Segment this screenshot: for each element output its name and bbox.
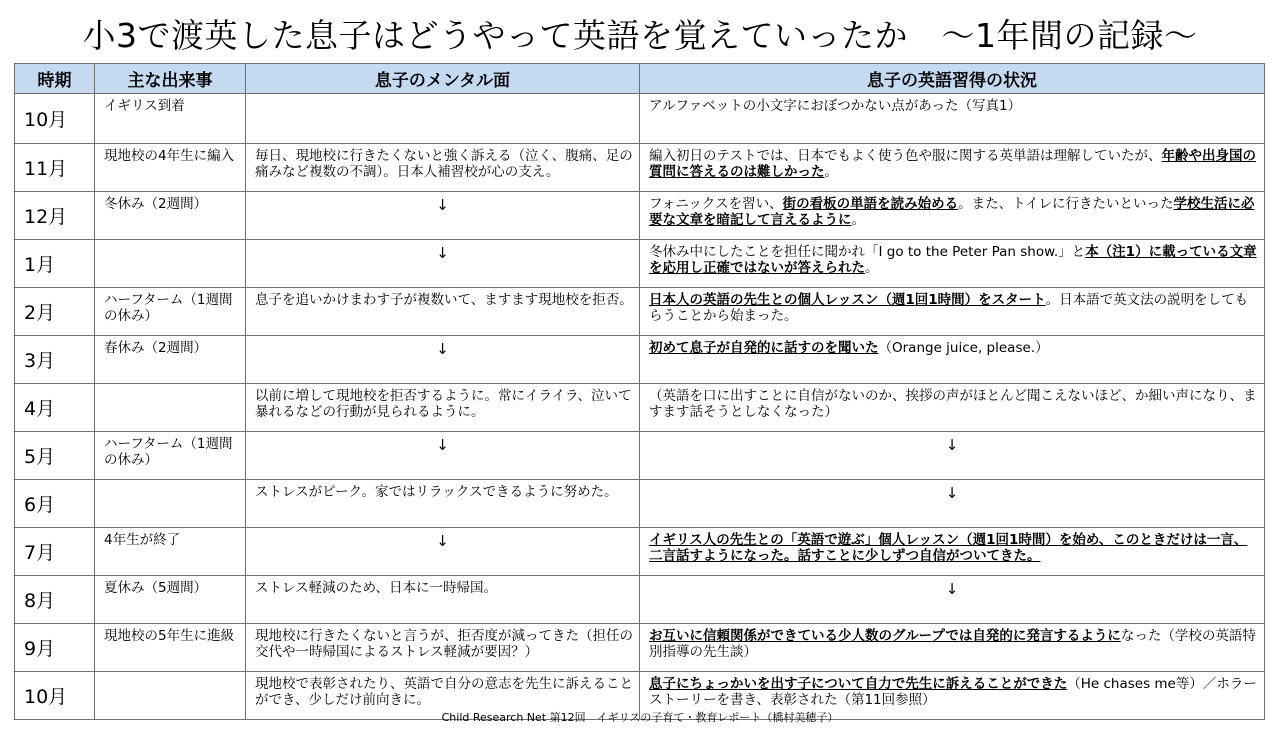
- column-header-events: 主な出来事: [95, 64, 246, 94]
- page-title: 小3で渡英した息子はどうやって英語を覚えていったか ～1年間の記録～: [82, 16, 1198, 55]
- month-cell: 9月: [15, 624, 95, 672]
- mental-cell: [246, 240, 640, 288]
- english-text: （Orange juice, please.）: [878, 340, 1049, 356]
- english-cell: [640, 94, 1265, 144]
- month-cell: 12月: [15, 192, 95, 240]
- table-row: [15, 480, 1265, 528]
- down-arrow-icon: ↓: [436, 436, 449, 454]
- english-cell: [640, 336, 1265, 384]
- event-cell: [95, 480, 246, 528]
- english-text: 。: [824, 164, 838, 180]
- event-cell: 冬休み（2週間）: [95, 192, 246, 240]
- mental-cell: [246, 432, 640, 480]
- table-row: [15, 384, 1265, 432]
- month-cell: 10月: [15, 94, 95, 144]
- english-highlight: 本（注1）に載っている文章を応用し正確ではないが答えられた: [649, 244, 1257, 276]
- event-cell: ハーフターム（1週間の休み）: [95, 432, 246, 480]
- down-arrow-icon: ↓: [945, 580, 959, 598]
- english-text: フォニックスを習い、: [649, 196, 783, 212]
- english-highlight: 日本人の英語の先生との個人レッスン（週1回1時間）をスタート: [649, 292, 1046, 308]
- event-cell: 現地校の5年生に進級: [95, 624, 246, 672]
- event-cell: 4年生が終了: [95, 528, 246, 576]
- month-cell: 5月: [15, 432, 95, 480]
- mental-cell: 現地校で表彰されたり、英語で自分の意志を先生に訴えることができ、少しだけ前向きに。: [246, 672, 640, 720]
- month-cell: 11月: [15, 144, 95, 192]
- english-cell: [640, 576, 1265, 624]
- month-cell: 7月: [15, 528, 95, 576]
- month-cell: 2月: [15, 288, 95, 336]
- mental-cell: ストレスがピーク。家ではリラックスできるように努めた。: [246, 480, 640, 528]
- table-row: [15, 336, 1265, 384]
- mental-cell: 現地校に行きたくないと言うが、拒否度が減ってきた（担任の交代や一時帰国によるストレス軽減が要因？）: [246, 624, 640, 672]
- table-row: [15, 432, 1265, 480]
- english-text: 。また、トイレに行きたいといった: [958, 196, 1174, 212]
- english-text: 。: [865, 260, 879, 276]
- column-header-english: 息子の英語習得の状況: [640, 64, 1265, 94]
- english-text: 冬休み中にしたことを担任に聞かれ「I go to the Peter Pan show.」と: [649, 244, 1086, 260]
- table-body: [15, 94, 1265, 720]
- english-highlight: 息子にちょっかいを出す子について自力で先生に訴えることができた: [649, 676, 1068, 692]
- english-cell: [640, 288, 1265, 336]
- english-cell: [640, 480, 1265, 528]
- english-cell: [640, 528, 1265, 576]
- footer-credit: Child Research Net 第12回 イギリスの子育て・教育レポート（橋村美穂子）: [441, 711, 839, 724]
- column-header-mental: 息子のメンタル面: [246, 64, 640, 94]
- english-text: なった（学校の英語特別指導の先生談）: [649, 628, 1256, 660]
- english-text: 。: [851, 212, 865, 228]
- mental-cell: [246, 528, 640, 576]
- mental-cell: [246, 192, 640, 240]
- month-cell: 1月: [15, 240, 95, 288]
- english-cell: [640, 624, 1265, 672]
- mental-cell: 以前に増して現地校を拒否するように。常にイライラ、泣いて暴れるなどの行動が見られるように。: [246, 384, 640, 432]
- down-arrow-icon: ↓: [945, 484, 959, 502]
- table-row: [15, 240, 1265, 288]
- event-cell: [95, 240, 246, 288]
- record-table: [14, 63, 1265, 720]
- table-row: [15, 288, 1265, 336]
- table-row: [15, 94, 1265, 144]
- down-arrow-icon: ↓: [945, 436, 959, 454]
- english-cell: [640, 240, 1265, 288]
- month-cell: 8月: [15, 576, 95, 624]
- english-cell: [640, 384, 1265, 432]
- event-cell: 春休み（2週間）: [95, 336, 246, 384]
- english-highlight: 学校生活に必要な文章を暗記して言えるように: [649, 196, 1255, 228]
- table-row: [15, 144, 1265, 192]
- table-row: [15, 528, 1265, 576]
- down-arrow-icon: ↓: [436, 532, 449, 550]
- english-cell: [640, 192, 1265, 240]
- english-highlight: 年齢や出身国の質問に答えるのは難しかった: [649, 148, 1256, 180]
- table-row: [15, 624, 1265, 672]
- event-cell: [95, 384, 246, 432]
- event-cell: ハーフターム（1週間の休み）: [95, 288, 246, 336]
- english-highlight: 初めて息子が自発的に話すのを聞いた: [649, 340, 879, 356]
- english-cell: [640, 432, 1265, 480]
- month-cell: 6月: [15, 480, 95, 528]
- month-cell: 10月: [15, 672, 95, 720]
- month-cell: 4月: [15, 384, 95, 432]
- english-text: アルファベットの小文字におぼつかない点があった（写真1）: [649, 98, 1022, 114]
- event-cell: 現地校の4年生に編入: [95, 144, 246, 192]
- event-cell: イギリス到着: [95, 94, 246, 144]
- english-highlight: お互いに信頼関係ができている少人数のグループでは自発的に発言するように: [649, 628, 1121, 644]
- table-row: [15, 576, 1265, 624]
- english-highlight: 街の看板の単語を読み始める: [782, 196, 959, 212]
- mental-cell: [246, 336, 640, 384]
- month-cell: 3月: [15, 336, 95, 384]
- english-highlight: イギリス人の先生との「英語で遊ぶ」個人レッスン（週1回1時間）を始め、このときだけは一言、二言話すようになった。話すことに少しずつ自信がついてきた。: [649, 532, 1248, 564]
- down-arrow-icon: ↓: [436, 196, 449, 214]
- english-text: （He chases me等）／ホラーストーリーを書き、表彰された（第11回参照）: [649, 676, 1257, 708]
- down-arrow-icon: ↓: [436, 340, 449, 358]
- down-arrow-icon: ↓: [436, 244, 449, 262]
- mental-cell: 毎日、現地校に行きたくないと強く訴える（泣く、腹痛、足の痛みなど複数の不調）。日本人補習校が心の支え。: [246, 144, 640, 192]
- mental-cell: 息子を追いかけまわす子が複数いて、ますます現地校を拒否。: [246, 288, 640, 336]
- table-header-row: [15, 64, 1265, 94]
- event-cell: 夏休み（5週間）: [95, 576, 246, 624]
- english-text: 編入初日のテストでは、日本でもよく使う色や服に関する英単語は理解していたが、: [649, 148, 1162, 164]
- mental-cell: [246, 94, 640, 144]
- english-cell: [640, 144, 1265, 192]
- mental-cell: ストレス軽減のため、日本に一時帰国。: [246, 576, 640, 624]
- english-text: （英語を口に出すことに自信がないのか、挨拶の声がほとんど聞こえないほど、か細い声になり、ますます話そうとしなくなった）: [649, 388, 1257, 420]
- english-text: 。日本語で英文法の説明をしてもらうことから始まった。: [649, 292, 1249, 324]
- column-header-period: 時期: [15, 64, 95, 94]
- table-row: [15, 192, 1265, 240]
